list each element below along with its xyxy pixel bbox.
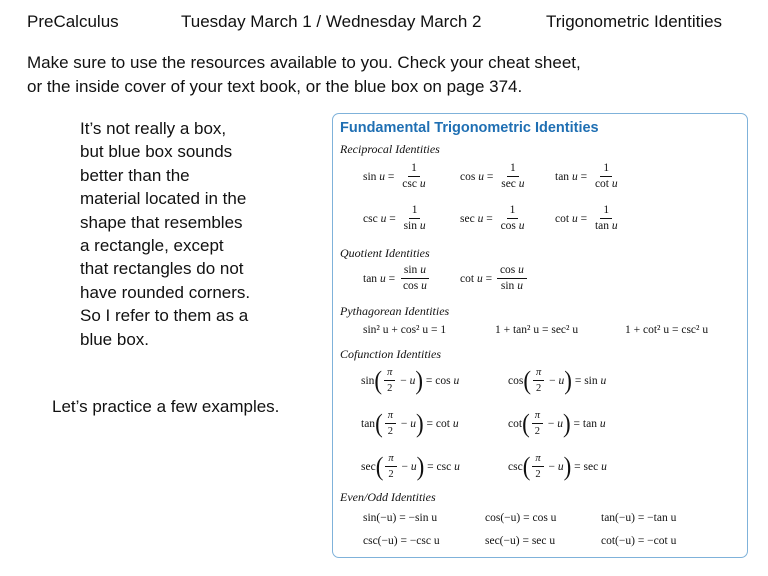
minus-sign: − — [398, 460, 411, 473]
function-name: cot — [594, 178, 612, 190]
function-name: csc — [363, 212, 381, 225]
course-title: PreCalculus — [27, 12, 119, 31]
function-name: cot — [435, 417, 453, 430]
variable-u: u — [453, 374, 460, 387]
function-name: sec — [501, 178, 519, 190]
function-expression — [555, 171, 578, 183]
pythagorean-identity: 1 + tan² u = sec² u — [495, 324, 579, 336]
fraction-numerator — [507, 204, 519, 219]
fraction — [498, 204, 528, 233]
equals-sign: = — [483, 170, 497, 183]
quotient-identity — [460, 264, 529, 293]
variable-u: u — [518, 264, 524, 276]
pythagorean-identity: 1 + cot² u = csc² u — [625, 324, 709, 336]
fraction-denominator — [385, 467, 396, 481]
function-name: sin — [500, 280, 518, 292]
equals-sign: = — [385, 170, 398, 183]
equals-sign: = — [424, 460, 437, 473]
function-name: sin — [361, 374, 375, 387]
left-paren: ( — [522, 409, 530, 438]
function-expression — [404, 220, 426, 232]
instructions — [27, 51, 581, 99]
minus-sign: − — [546, 374, 559, 387]
fraction — [592, 162, 621, 191]
pythagorean-heading: Pythagorean Identities — [340, 304, 450, 318]
function-expression — [460, 273, 483, 285]
equals-sign: = — [571, 374, 585, 387]
numeral: 1 — [603, 204, 610, 216]
even-odd-heading: Even/Odd Identities — [340, 490, 436, 504]
function-expression — [584, 461, 607, 473]
function-name: sec — [583, 460, 602, 473]
right-paren: ) — [416, 452, 425, 481]
variable-u: u — [420, 264, 426, 276]
cofunction-identity — [508, 366, 606, 395]
fraction-numerator — [408, 162, 420, 177]
reciprocal-identity — [555, 204, 623, 233]
practice-prompt: Let’s practice a few examples. — [52, 397, 280, 416]
function-expression — [500, 264, 524, 276]
fraction-numerator — [600, 162, 612, 177]
fraction-numerator — [532, 409, 543, 424]
variable-u: u — [601, 460, 607, 473]
numeral: 2 — [535, 469, 541, 480]
side-note-line: shape that resembles — [80, 212, 243, 232]
reciprocal-heading: Reciprocal Identities — [340, 142, 440, 156]
function-name: cot — [508, 417, 523, 430]
fraction-denominator — [533, 381, 544, 395]
function-expression — [402, 178, 425, 190]
function-name: sec — [460, 212, 478, 225]
side-note-line: but blue box sounds — [80, 142, 233, 162]
variable-u: u — [409, 374, 416, 387]
numeral: 2 — [536, 383, 542, 394]
function-expression — [363, 171, 385, 183]
right-paren: ) — [416, 409, 424, 438]
minus-sign: − — [545, 460, 558, 473]
right-paren: ) — [564, 366, 572, 395]
function-expression — [501, 220, 525, 232]
variable-u: u — [571, 170, 578, 183]
fraction-numerator — [497, 264, 527, 279]
cofunction-identity — [361, 452, 460, 481]
fraction-numerator — [384, 366, 395, 381]
variable-u: u — [421, 280, 427, 292]
minus-sign: − — [398, 417, 411, 430]
fraction-denominator — [400, 279, 430, 293]
function-name: csc — [508, 460, 523, 473]
right-paren: ) — [563, 409, 571, 438]
fraction-numerator — [409, 204, 421, 219]
reciprocal-identity — [555, 162, 623, 191]
right-paren: ) — [563, 452, 572, 481]
left-paren: ( — [522, 452, 531, 481]
function-expression — [584, 375, 606, 387]
variable-u: u — [571, 212, 578, 225]
variable-u: u — [557, 417, 563, 430]
numeral: 2 — [534, 426, 540, 437]
numeral: 2 — [387, 426, 393, 437]
function-name: tan — [361, 417, 376, 430]
cofunction-identity — [361, 366, 459, 395]
instructions-line: or the inside cover of your text book, or the blue box on page 374. — [27, 77, 523, 96]
function-expression — [363, 213, 386, 225]
numeral: 2 — [388, 469, 394, 480]
reciprocal-identity — [363, 162, 431, 191]
variable-u: u — [599, 417, 606, 430]
equals-sign: = — [423, 417, 436, 430]
variable-u: u — [558, 374, 565, 387]
fraction-denominator — [498, 219, 528, 233]
variable-u: u — [379, 170, 386, 183]
function-expression — [555, 213, 578, 225]
variable-u: u — [419, 178, 426, 190]
fraction — [401, 204, 429, 233]
fraction — [498, 162, 527, 191]
left-paren: ( — [523, 366, 532, 395]
equals-sign: = — [570, 417, 583, 430]
variable-u: u — [517, 280, 523, 292]
variable-u: u — [611, 220, 618, 232]
side-note-line: better than the — [80, 165, 190, 185]
function-name: tan — [363, 272, 380, 285]
equals-sign: = — [385, 272, 398, 285]
function-expression — [363, 273, 386, 285]
function-name: cos — [460, 170, 479, 183]
fraction-denominator — [498, 177, 527, 191]
variable-u: u — [419, 220, 426, 232]
side-note-line: So I refer to them as a — [80, 306, 249, 326]
function-name: tan — [582, 417, 600, 430]
fraction — [592, 204, 621, 233]
equals-sign: = — [483, 212, 496, 225]
function-expression — [460, 213, 483, 225]
fraction — [399, 162, 428, 191]
function-name: sin — [363, 170, 380, 183]
quotient-heading: Quotient Identities — [340, 246, 430, 260]
function-name: sin — [403, 220, 420, 232]
variable-u: u — [477, 212, 484, 225]
fraction-numerator — [385, 409, 396, 424]
even-odd-identity: sec(−u) = sec u — [485, 535, 556, 547]
variable-u: u — [452, 417, 459, 430]
function-name: csc — [436, 460, 455, 473]
variable-u: u — [600, 374, 607, 387]
function-expression — [501, 178, 524, 190]
function-name: cos — [499, 264, 519, 276]
identities-box-title: Fundamental Trigonometric Identities — [340, 120, 599, 136]
function-name: cos — [500, 220, 519, 232]
function-expression — [583, 418, 606, 430]
pi-over-two — [533, 366, 544, 395]
function-expression — [595, 220, 618, 232]
variable-u: u — [478, 170, 484, 183]
fraction-numerator — [385, 452, 396, 467]
fraction-denominator — [592, 177, 621, 191]
side-note — [80, 117, 330, 351]
variable-u: u — [380, 212, 387, 225]
fraction-numerator — [401, 264, 429, 279]
side-note-line: material located in the — [80, 189, 247, 209]
fraction-denominator — [399, 177, 428, 191]
function-name: cos — [435, 374, 454, 387]
function-expression — [403, 280, 427, 292]
pi-symbol: π — [535, 453, 541, 464]
side-note-line: blue box. — [80, 329, 149, 349]
function-expression — [460, 171, 484, 183]
cofunction-identity — [508, 409, 606, 438]
fraction — [400, 264, 430, 293]
quotient-identity — [363, 264, 432, 293]
pi-over-two — [385, 409, 396, 438]
side-note-line: that rectangles do not — [80, 259, 244, 279]
even-odd-identity: cot(−u) = −cot u — [601, 535, 677, 547]
pi-over-two — [532, 409, 543, 438]
numeral: 1 — [411, 162, 417, 174]
reciprocal-identity — [460, 204, 530, 233]
left-paren: ( — [374, 366, 383, 395]
fraction-numerator — [600, 204, 612, 219]
variable-u: u — [379, 272, 386, 285]
fraction-denominator — [385, 424, 396, 438]
variable-u: u — [557, 460, 564, 473]
cofunction-identity — [508, 452, 607, 481]
reciprocal-identity — [460, 162, 530, 191]
fraction-denominator — [532, 467, 543, 481]
even-odd-identity: sin(−u) = −sin u — [363, 512, 438, 524]
function-expression — [435, 375, 459, 387]
fraction-denominator — [401, 219, 429, 233]
variable-u: u — [410, 460, 417, 473]
function-expression — [436, 418, 459, 430]
numeral: 2 — [387, 383, 393, 394]
side-note-line: have rounded corners. — [80, 282, 251, 302]
function-expression — [595, 178, 618, 190]
fraction-denominator — [384, 381, 395, 395]
right-paren: ) — [415, 366, 424, 395]
equals-sign: = — [577, 212, 590, 225]
pi-symbol: π — [388, 453, 394, 464]
equals-sign: = — [386, 212, 399, 225]
pi-over-two — [384, 366, 395, 395]
equals-sign: = — [577, 170, 590, 183]
numeral: 1 — [603, 162, 610, 174]
side-note-line: It’s not really a box, — [80, 119, 227, 138]
variable-u: u — [611, 178, 618, 190]
cofunction-identity — [361, 409, 459, 438]
variable-u: u — [518, 178, 525, 190]
minus-sign: − — [397, 374, 410, 387]
variable-u: u — [518, 220, 525, 232]
equals-sign: = — [482, 272, 495, 285]
variable-u: u — [476, 272, 483, 285]
function-name: cos — [402, 280, 422, 292]
equals-sign: = — [423, 374, 436, 387]
side-note-line: a rectangle, except — [80, 236, 224, 256]
pi-over-two — [385, 452, 396, 481]
function-name: cos — [508, 374, 524, 387]
function-name: csc — [402, 178, 420, 190]
numeral: 1 — [411, 204, 418, 216]
even-odd-identity: csc(−u) = −csc u — [363, 535, 440, 547]
fraction — [497, 264, 527, 293]
left-paren: ( — [375, 452, 384, 481]
function-name: sin — [403, 264, 421, 276]
function-name: sin — [584, 374, 601, 387]
function-name: tan — [555, 170, 572, 183]
fraction-denominator — [532, 424, 543, 438]
variable-u: u — [410, 417, 416, 430]
even-odd-identity: tan(−u) = −tan u — [601, 512, 677, 524]
equals-sign: = — [571, 460, 584, 473]
minus-sign: − — [545, 417, 558, 430]
fraction-numerator — [532, 452, 543, 467]
function-expression — [404, 264, 426, 276]
date-heading: Tuesday March 1 / Wednesday March 2 — [181, 12, 482, 31]
reciprocal-identity — [363, 204, 431, 233]
topic-title: Trigonometric Identities — [546, 12, 723, 31]
fraction-denominator — [592, 219, 621, 233]
instructions-line: Make sure to use the resources available to you. Check your cheat sheet, — [27, 53, 581, 72]
numeral: 1 — [509, 204, 516, 216]
fraction-denominator — [498, 279, 526, 293]
cofunction-heading: Cofunction Identities — [340, 347, 441, 361]
identities-box — [332, 113, 748, 558]
even-odd-identity: cos(−u) = cos u — [485, 512, 557, 524]
function-expression — [501, 280, 523, 292]
variable-u: u — [454, 460, 460, 473]
function-name: sec — [361, 460, 376, 473]
function-name: cot — [555, 212, 572, 225]
left-paren: ( — [375, 409, 383, 438]
pi-over-two — [532, 452, 543, 481]
function-name: cot — [460, 272, 477, 285]
function-expression — [437, 461, 460, 473]
function-name: tan — [594, 220, 612, 232]
pythagorean-identity: sin² u + cos² u = 1 — [363, 324, 447, 336]
pi-symbol: π — [536, 367, 542, 378]
pi-symbol: π — [387, 367, 393, 378]
numeral: 1 — [510, 162, 516, 174]
fraction-numerator — [507, 162, 519, 177]
pi-symbol: π — [534, 410, 540, 421]
fraction-numerator — [533, 366, 544, 381]
pi-symbol: π — [387, 410, 393, 421]
